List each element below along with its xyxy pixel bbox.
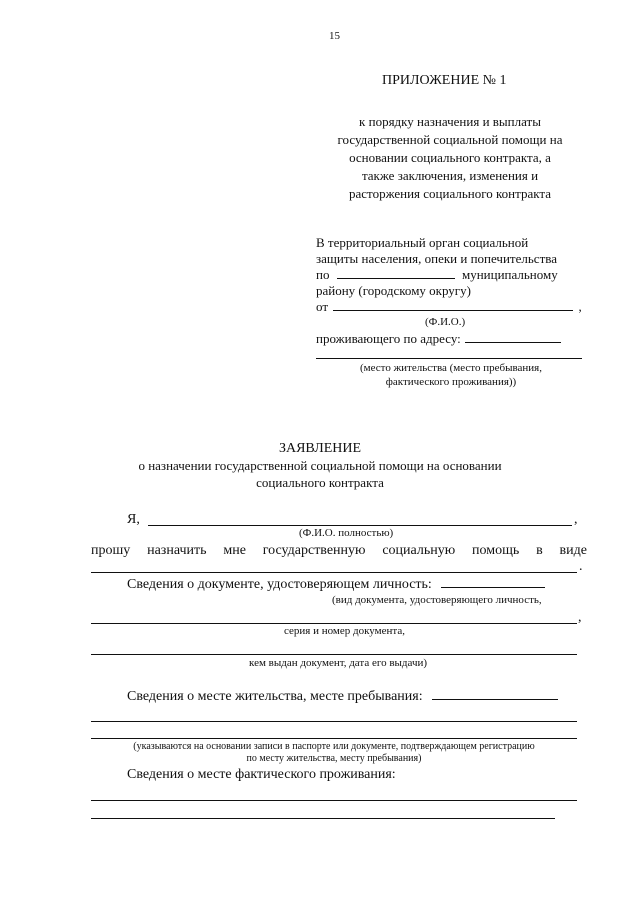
appendix-title: ПРИЛОЖЕНИЕ № 1 (382, 73, 507, 88)
address-label: проживающего по адресу: (316, 331, 461, 346)
residence-field[interactable] (432, 689, 558, 700)
request-text: прошу назначить мне государственную социальную помощь в виде (91, 543, 587, 558)
identity-series-field[interactable] (91, 623, 577, 624)
fio-caption: (Ф.И.О.) (425, 316, 466, 328)
actual-residence-label: Сведения о месте фактического проживания: (127, 767, 396, 782)
residence-note-1: (указываются на основании записи в паспорте или документе, подтверждающем регистрацию (133, 741, 535, 752)
appendix-line: также заключения, изменения и (361, 168, 539, 183)
appendix-line: к порядку назначения и выплаты (359, 114, 541, 129)
residence-note-2: по месту жительства, месту пребывания) (246, 753, 422, 764)
full-name-field[interactable] (148, 525, 572, 526)
identity-doc-field[interactable] (441, 577, 545, 588)
addressee-line-2: защиты населения, опеки и попечительства (316, 251, 557, 266)
page-number: 15 (329, 30, 340, 42)
statement-subtitle-2: социального контракта (256, 475, 384, 490)
identity-row (127, 577, 545, 593)
i-trailing-comma: , (574, 512, 578, 527)
address-field-line-2[interactable] (316, 358, 582, 359)
appendix-line: государственной социальной помощи на (337, 132, 563, 147)
i-label: Я, (127, 512, 140, 527)
series-caption: серия и номер документа, (284, 625, 405, 637)
from-row (316, 299, 582, 315)
appendix-line: расторжения социального контракта (349, 186, 551, 201)
assistance-type-field[interactable] (91, 572, 577, 573)
applicant-name-field[interactable] (333, 300, 573, 311)
statement-title: ЗАЯВЛЕНИЕ (278, 441, 362, 456)
addressee-line-3-prefix: по (316, 267, 330, 282)
addressee-line-1: В территориальный орган социальной (316, 235, 529, 250)
identity-label: Сведения о документе, удостоверяющем личность: (127, 577, 432, 592)
identity-caption: (вид документа, удостоверяющего личность, (332, 594, 542, 606)
address-field[interactable] (465, 332, 561, 343)
district-field[interactable] (337, 268, 455, 279)
issued-caption: кем выдан документ, дата его выдачи) (249, 657, 428, 669)
residence-caption-2: фактического проживания)) (385, 376, 517, 388)
from-comma: , (578, 299, 582, 314)
identity-line-end: , (578, 610, 582, 625)
residence-row (127, 689, 558, 705)
full-name-caption: (Ф.И.О. полностью) (299, 527, 394, 539)
actual-residence-field[interactable] (91, 800, 577, 801)
residence-field-line-3[interactable] (91, 738, 577, 739)
residence-label: Сведения о месте жительства, месте пребывания: (127, 689, 423, 704)
actual-residence-field-2[interactable] (91, 818, 555, 819)
addressee-line-4: району (городскому округу) (316, 283, 471, 298)
appendix-line: основании социального контракта, а (349, 150, 551, 165)
addressee-line-3 (316, 267, 558, 283)
residence-field-line-2[interactable] (91, 721, 577, 722)
address-row (316, 331, 561, 347)
from-label: от (316, 299, 329, 314)
issued-by-field[interactable] (91, 654, 577, 655)
addressee-line-3-suffix: муниципальному (461, 267, 558, 282)
request-end: . (579, 559, 583, 574)
statement-subtitle-1: о назначении государственной социальной помощи на основании (138, 458, 502, 473)
residence-caption-1: (место жительства (место пребывания, (360, 362, 542, 374)
